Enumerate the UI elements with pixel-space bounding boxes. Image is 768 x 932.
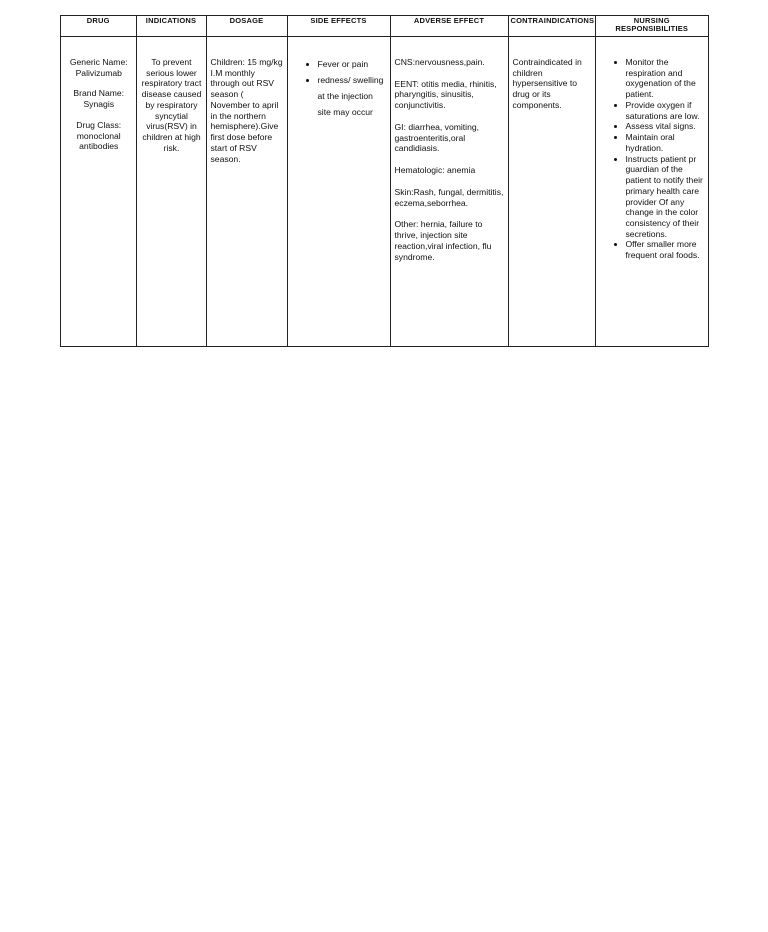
generic-name: Generic Name: Palivizumab (69, 57, 128, 78)
header-side-effects: SIDE EFFECTS (287, 16, 390, 37)
list-item: • redness/ swelling at the injection site may occur (318, 73, 387, 121)
adverse-other: Other: hernia, failure to thrive, injection site reaction,viral infection, flu syndrome. (394, 219, 492, 262)
drug-row (61, 37, 708, 347)
list-item: • Assess vital signs. (626, 121, 706, 132)
side-effects-cell (287, 37, 390, 347)
adverse-hematologic: Hematologic: anemia (394, 165, 476, 176)
adverse-effect-cell (390, 37, 508, 347)
adverse-gi: GI: diarrhea, vomiting, gastroenteritis,oral candidiasis. (394, 121, 480, 154)
nursing-list (600, 57, 706, 261)
header-contraindications: CONTRAINDICATIONS (508, 16, 595, 37)
contraindications-cell: Contraindicated in children hypersensitive to drug or its components. (508, 37, 595, 347)
drug-study-table (61, 16, 708, 346)
drug-cell (61, 37, 136, 347)
header-nursing-responsibilities: NURSING RESPONSIBILITIES (595, 16, 708, 37)
list-item: • Offer smaller more frequent oral foods. (626, 239, 706, 260)
header-dosage: DOSAGE (206, 16, 287, 37)
list-item: • Fever or pain (318, 57, 387, 73)
drug-study-table-container (60, 15, 709, 347)
list-item: • Provide oxygen if saturations are low. (626, 100, 706, 121)
brand-name: Brand Name: Synagis (73, 88, 125, 110)
header-row (61, 16, 708, 37)
list-item: • Instructs patient pr guardian of the patient to notify their primary health care provider Of any change in the color consistency of their secretions. (626, 154, 706, 240)
drug-class: Drug Class: monoclonal antibodies (76, 119, 122, 152)
list-item: • Monitor the respiration and oxygenation of the patient. (626, 57, 706, 100)
adverse-eent: EENT: otitis media, rhinitis, pharyngitis, sinusitis, conjunctivitis. (394, 78, 497, 111)
side-effects-list (292, 57, 387, 121)
adverse-cns: CNS:nervousness,pain. (394, 57, 485, 67)
indications-cell: To prevent serious lower respiratory tract disease caused by respiratory syncytial virus(RSV) in children at high risk. (136, 37, 206, 347)
list-item: • Maintain oral hydration. (626, 132, 706, 153)
adverse-skin: Skin:Rash, fungal, dermititis, eczema,seborrhea. (394, 186, 504, 208)
header-indications: INDICATIONS (136, 16, 206, 37)
header-drug: DRUG (61, 16, 136, 37)
header-adverse-effect: ADVERSE EFFECT (390, 16, 508, 37)
nursing-responsibilities-cell (595, 37, 708, 347)
dosage-cell: Children: 15 mg/kg I.M monthly through out RSV season ( November to april in the northern hemisphere).Give first dose before start of RSV season. (206, 37, 287, 347)
